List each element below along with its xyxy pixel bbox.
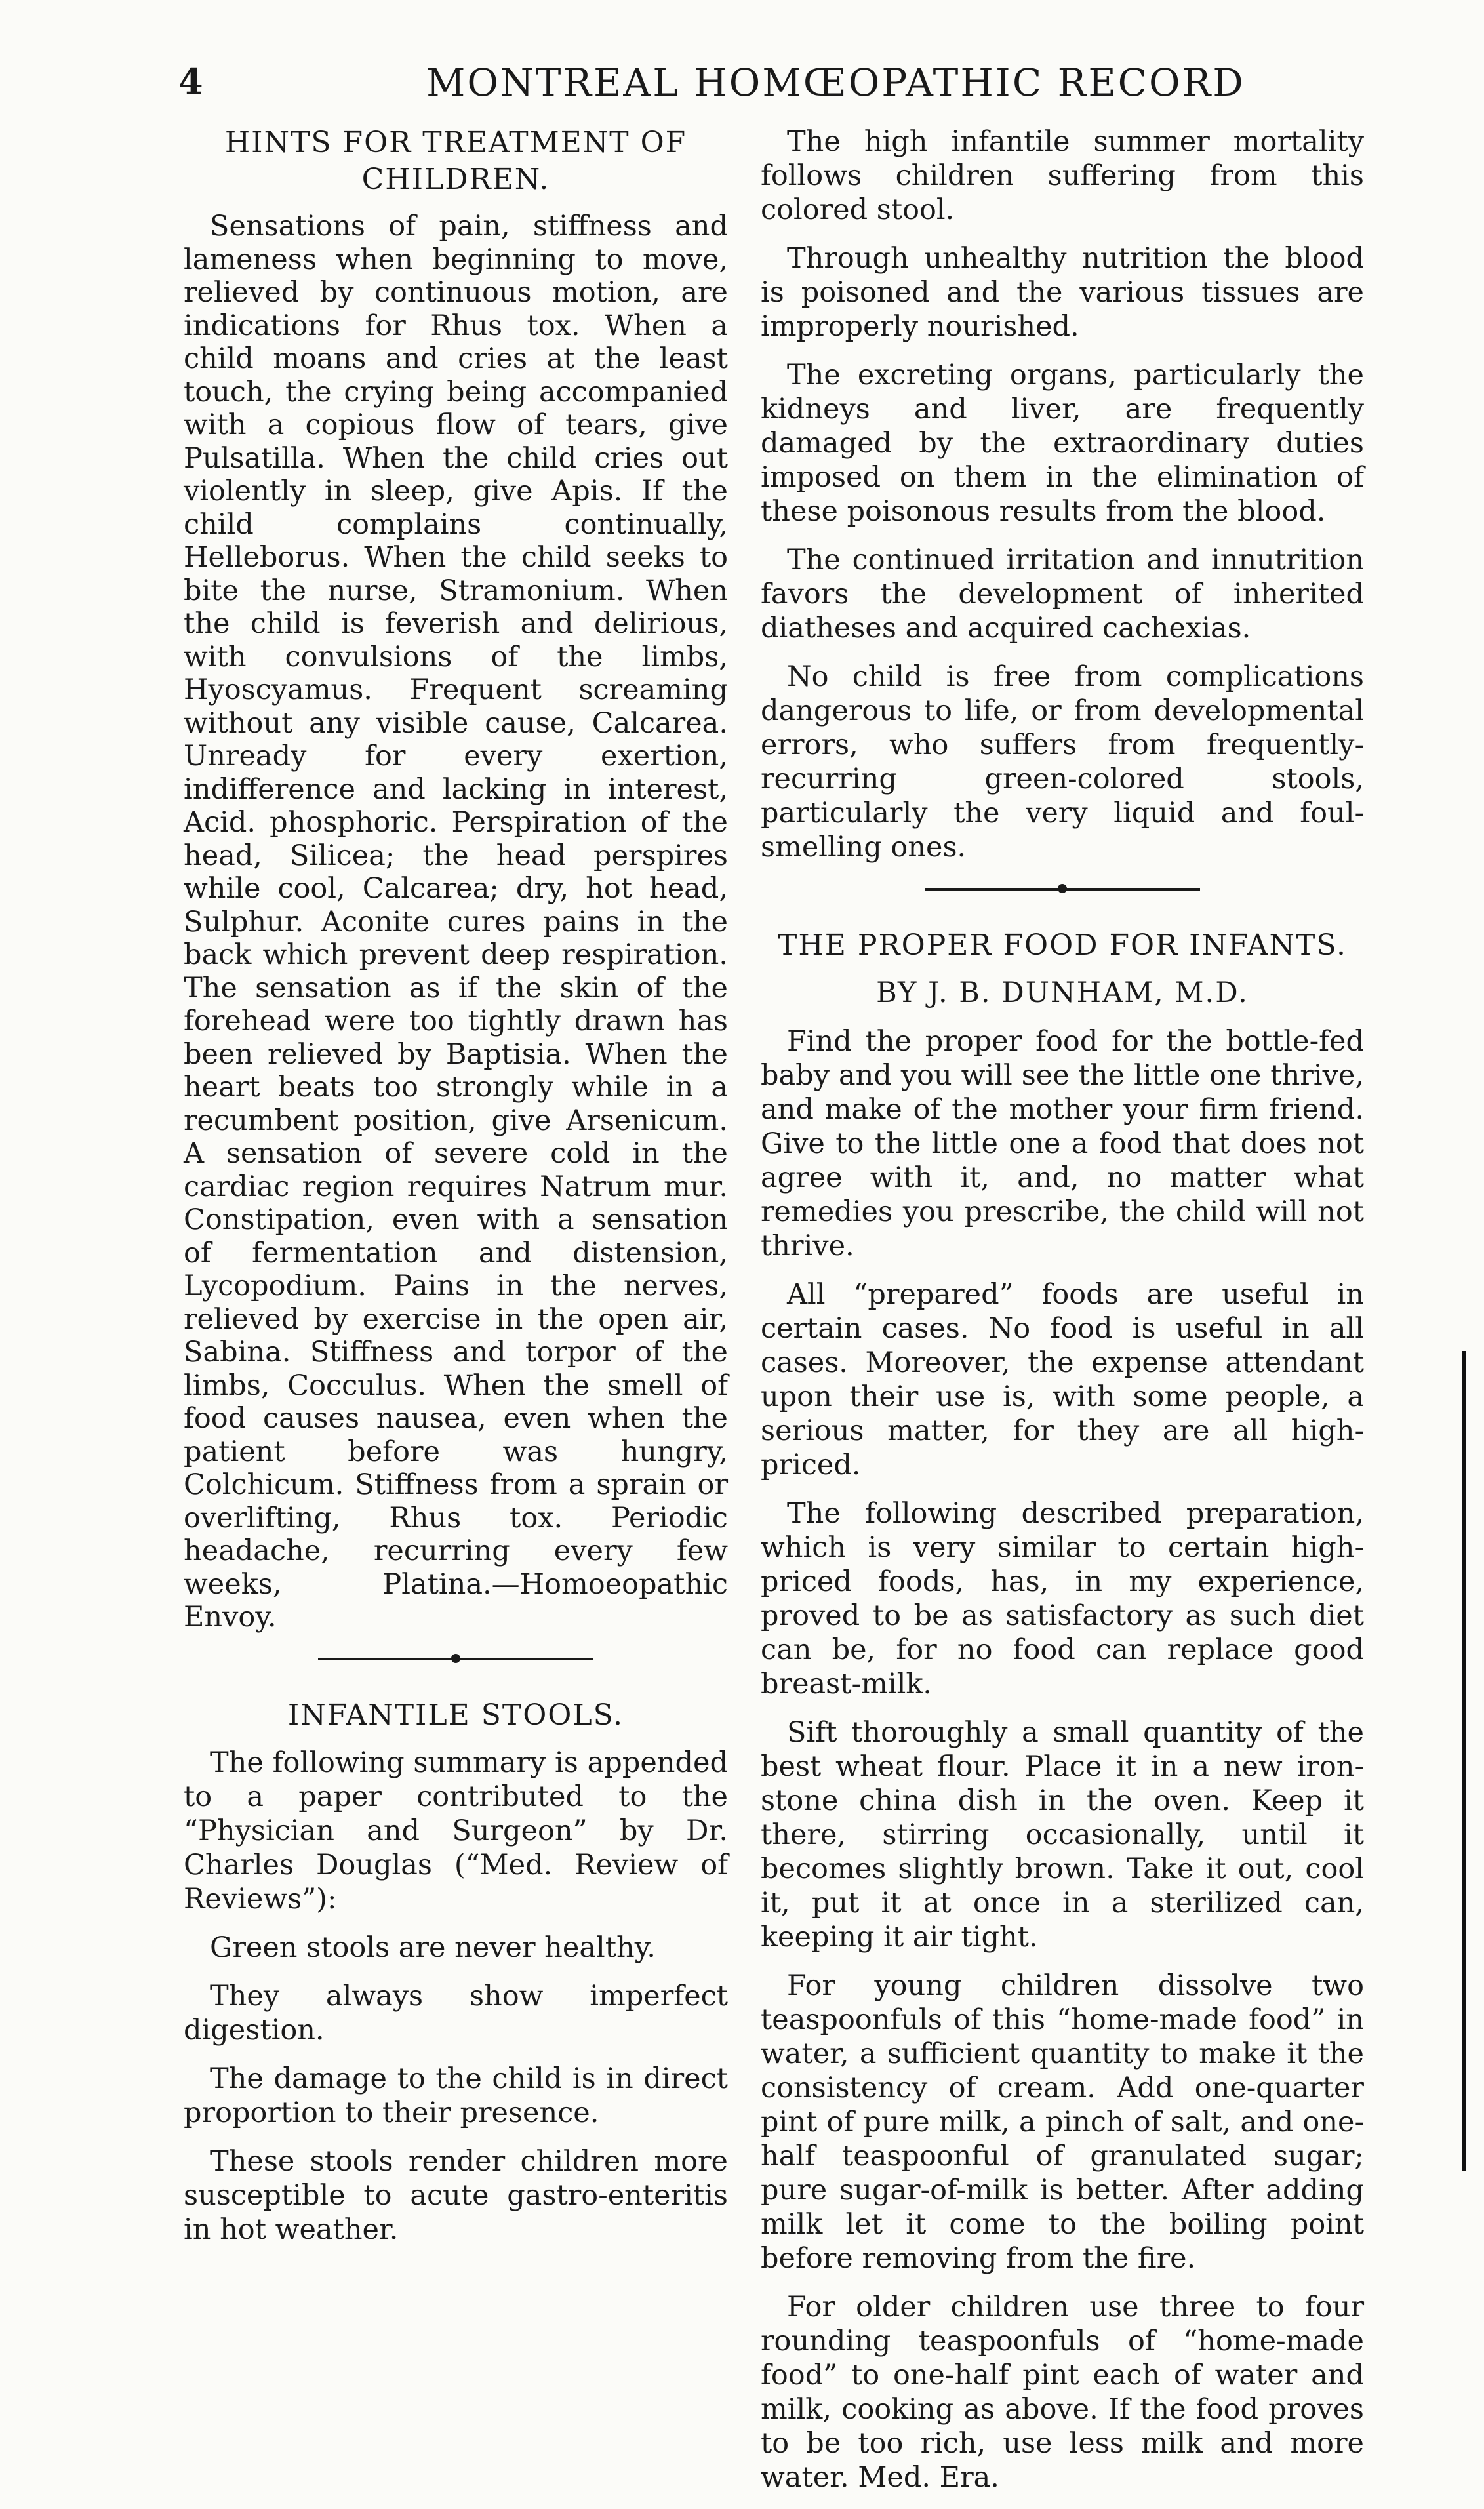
scan-edge-mark: [1462, 1351, 1466, 2171]
stools-continued-paragraph: No child is free from complications dangerous to life, or from developmental errors, who suffers from frequently-recurring green-colored stools, particularly the very liquid and foul-smelling ones.: [761, 660, 1364, 864]
hints-paragraph: Sensations of pain, stiffness and lameness when beginning to move, relieved by continuous motion, are indications for Rhus tox. When a child moans and cries at the least touch, the crying being accompanied with a copious flow of tears, give Pulsatilla. When the child cries out violently in sleep, give Apis. If the child complains continually, Helleborus. When the child seeks to bite the nurse, Stramonium. When the child is feverish and delirious, with convulsions of the limbs, Hyoscyamus. Frequent screaming without any visible cause, Calcarea. Unready for every exertion, indifference and lacking in interest, Acid. phosphoric. Perspiration of the head, Silicea; the head perspires while cool, Calcarea; dry, hot head, Sulphur. Aconite cures pains in the back which prevent deep respiration. The sensation as if the skin of the forehead were too tightly drawn has been relieved by Baptisia. When the heart beats too strongly while in a recumbent position, give Arsenicum. A sensation of severe cold in the cardiac region requires Natrum mur. Constipation, even with a sensation of fermentation and distension, Lycopodium. Pains in the nerves, relieved by exercise in the open air, Sabina. Stiffness and torpor of the limbs, Cocculus. When the smell of food causes nausea, even when the patient before was hungry, Colchicum. Stiffness from a sprain or overlifting, Rhus tox. Periodic headache, recurring every few weeks, Platina.—Homoeopathic Envoy.: [184, 210, 728, 1634]
stools-paragraph: Green stools are never healthy.: [210, 1931, 656, 1964]
food-paragraph: The following described preparation, which is very similar to certain high-priced foods, has, in my experience, proved to be as satisfactory as such diet can be, for no food can replace good breast-milk.: [761, 1497, 1364, 1700]
stools-paragraph: They always show imperfect digestion.: [184, 1979, 728, 2047]
stools-continued-paragraph: The excreting organs, particularly the kidneys and liver, are frequently damaged by the extraordinary duties imposed on them in the elimination of these poisonous results from the blood.: [761, 359, 1364, 528]
running-head: [0, 60, 1484, 119]
stools-continued-paragraph: The continued irritation and innutrition favors the development of inherited diatheses and acquired cachexias.: [761, 544, 1364, 645]
stools-paragraph: These stools render children more susceptible to acute gastro-enteritis in hot weather.: [184, 2144, 728, 2246]
section-divider: [925, 888, 1200, 891]
journal-title: MONTREAL HOMŒOPATHIC RECORD: [426, 60, 1245, 105]
article-title-stools: INFANTILE STOOLS.: [287, 1698, 624, 1732]
stools-continued-paragraph: Through unhealthy nutrition the blood is poisoned and the various tissues are improperly nourished.: [761, 242, 1364, 343]
section-divider: [318, 1658, 593, 1660]
article-title-food: THE PROPER FOOD FOR INFANTS.: [778, 929, 1347, 962]
page-number: 4: [178, 60, 203, 102]
food-paragraph: For older children use three to four rounding teaspoonfuls of “home-made food” to one-half pint each of water and milk, cooking as above. If the food proves to be too rich, use less milk and more water. Med. Era.: [761, 2291, 1364, 2494]
right-column: [761, 125, 1364, 2509]
food-paragraph: Find the proper food for the bottle-fed baby and you will see the little one thrive, and make of the mother your firm friend. Give to the little one a food that does not agree with it, and, no matter what remedies you prescribe, the child will not thrive.: [761, 1025, 1364, 1262]
stools-paragraph: The damage to the child is in direct proportion to their presence.: [184, 2062, 728, 2129]
article-byline: BY J. B. DUNHAM, M.D.: [876, 976, 1249, 1009]
food-paragraph: For young children dissolve two teaspoonfuls of this “home-made food” in water, a sufficient quantity to make it the consistency of cream. Add one-quarter pint of pure milk, a pinch of salt, and one-half teaspoonful of granulated sugar; pure sugar-of-milk is better. After adding milk let it come to the boiling point before removing from the fire.: [761, 1969, 1364, 2275]
stools-paragraph: The following summary is appended to a paper contributed to the “Physician and Surgeon” by Dr. Charles Douglas (“Med. Review of Reviews”):: [184, 1746, 728, 1916]
left-column: [184, 125, 728, 2261]
food-paragraph: Sift thoroughly a small quantity of the best wheat flour. Place it in a new iron-stone china dish in the oven. Keep it there, stirring occasionally, until it becomes slightly brown. Take it out, cool it, put it at once in a sterilized can, keeping it air tight.: [761, 1716, 1364, 1954]
stools-continued-paragraph: The high infantile summer mortality follows children suffering from this colored stool.: [761, 125, 1364, 226]
article-title-hints: HINTS FOR TREATMENT OF CHILDREN.: [224, 126, 687, 196]
food-paragraph: All “prepared” foods are useful in certain cases. No food is useful in all cases. Moreover, the expense attendant upon their use is, with some people, a serious matter, for they are all high-priced.: [761, 1278, 1364, 1481]
